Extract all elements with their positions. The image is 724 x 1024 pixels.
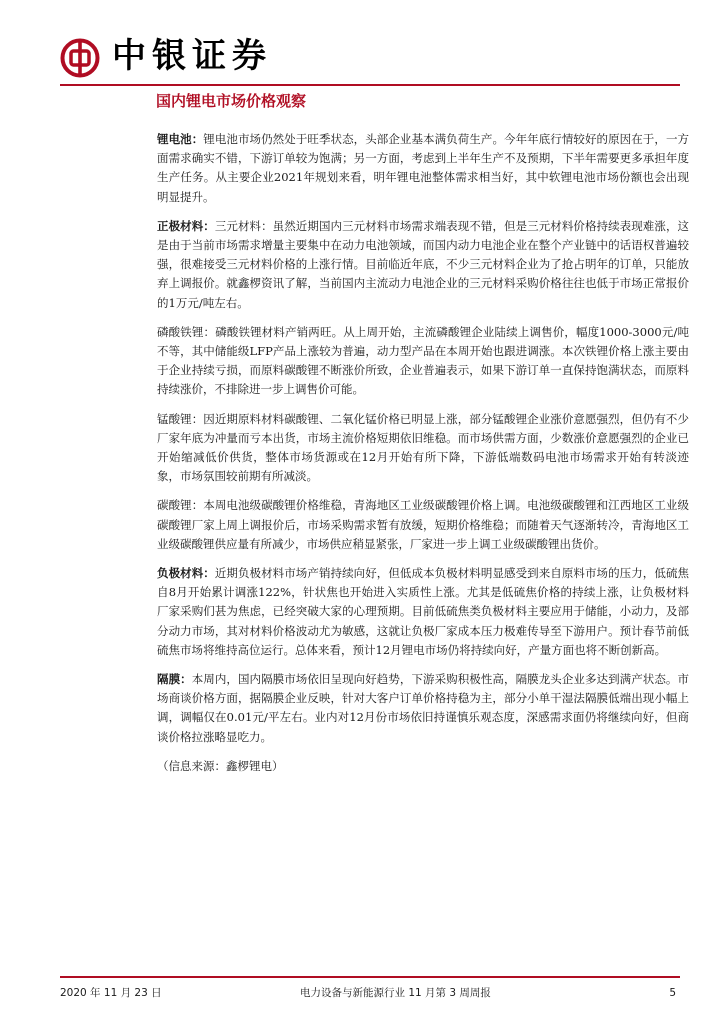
paragraph-anode bbox=[157, 564, 689, 660]
paragraph-separator bbox=[157, 670, 689, 747]
paragraph-lead: 负极材料： bbox=[157, 566, 215, 581]
footer-report-title: 电力设备与新能源行业 11 月第 3 周周报 bbox=[300, 987, 491, 999]
paragraph-text: 锂电池市场仍然处于旺季状态，头部企业基本满负荷生产。今年年底行情较好的原因在于，一方面需求确实不错，下游订单较为饱满；另一方面，考虑到上半年生产不及预期，下半年需要更多承担年度生产任务。从主要企业2021年规划来看，明年锂电池整体需求相当好，其中软锂电池市场份额也会出现明显提升。 bbox=[157, 132, 690, 204]
page-header bbox=[60, 30, 680, 82]
footer-divider bbox=[60, 976, 680, 978]
paragraph-lithium-carbonate bbox=[157, 496, 689, 554]
page-footer bbox=[60, 984, 680, 1002]
section-title: 国内锂电市场价格观察 bbox=[156, 92, 307, 110]
header-divider bbox=[60, 84, 680, 86]
paragraph-lead: 正极材料： bbox=[157, 218, 215, 233]
paragraph-cathode bbox=[157, 217, 689, 313]
paragraph-lead: 锂电池： bbox=[157, 132, 204, 146]
paragraph-lfp bbox=[157, 323, 689, 400]
paragraph-text: 磷酸铁锂：磷酸铁锂材料产销两旺。从上周开始，主流磷酸锂企业陆续上调售价，幅度1000-3000元/吨不等，其中储能级LFP产品上涨较为普遍，动力型产品在本周开始也跟进调涨。本次铁锂价格上涨主要由于企业持续亏损，而原料碳酸锂不断涨价所致，企业普遍表示，如果下游订单一直保持饱满状态，而原料持续涨价，不排除进一步上调售价可能。 bbox=[157, 324, 689, 397]
paragraph-text: 近期负极材料市场产销持续向好，但低成本负极材料明显感受到来自原料市场的压力，低硫焦自8月开始累计调涨122%，针状焦也开始进入实质性上涨。尤其是低硫焦价格的持续上涨，让负极材料厂家采购们甚为焦虑，已经突破大家的心理预期。目前低硫焦类负极材料主要应用于储能，小动力，及部分动力市场，其对材料价格波动尤为敏感，这就让负极厂家成本压力极难传导至下游用户。预计春节前低硫焦市场将维持高位运行。总体来看，预计12月锂电市场仍将持续向好，产量方面也将不断创新高。 bbox=[157, 566, 690, 657]
paragraph-battery bbox=[157, 130, 689, 207]
paragraph-text: 本周内，国内隔膜市场依旧呈现向好趋势，下游采购积极性高，隔膜龙头企业多达到满产状态。市场商谈价格方面，据隔膜企业反映，针对大客户订单价格持稳为主，部分小单干湿法隔膜低端出现小幅上调，调幅仅在0.01元/平左右。业内对12月份市场依旧持谨慎乐观态度，深感需求面仍将继续向好，但商谈价格拉涨略显吃力。 bbox=[157, 672, 689, 744]
paragraph-text: 碳酸锂：本周电池级碳酸锂价格维稳，青海地区工业级碳酸锂价格上调。电池级碳酸锂和江西地区工业级碳酸锂厂家上周上调报价后，市场采购需求暂有放缓，短期价格维稳；而随着天气逐渐转冷，青海地区工业级碳酸锂供应量有所减少，市场供应稍显紧张，厂家进一步上调工业级碳酸锂出货价。 bbox=[157, 498, 689, 551]
paragraph-text: 锰酸锂：因近期原料材料碳酸锂、二氧化锰价格已明显上涨，部分锰酸锂企业涨价意愿强烈，但仍有不少厂家年底为冲量而亏本出货，市场主流价格短期依旧维稳。而市场供需方面，少数涨价意愿强烈的企业已开始缩减低价供货，整体市场货源或在12月开始有所下降，下游低端数码电池市场需求开始有转淡迹象，市场氛围较前期有所减淡。 bbox=[157, 411, 689, 484]
bank-of-china-logo-icon bbox=[60, 38, 100, 78]
company-logo-text: 中银证券 bbox=[112, 36, 272, 76]
page-number: 5 bbox=[669, 987, 676, 999]
article-body bbox=[157, 130, 689, 786]
source-note: （信息来源：鑫椤锂电） bbox=[157, 758, 284, 773]
paragraph-lmo bbox=[157, 410, 689, 487]
paragraph-text: 三元材料：虽然近期国内三元材料市场需求端表现不错，但是三元材料价格持续表现难涨，这是由于当前市场需求增量主要集中在动力电池领域，而国内动力电池企业在整个产业链中的话语权普遍较强，很难接受三元材料价格的上涨行情。目前临近年底，不少三元材料企业为了抢占明年的订单，只能放弃上调报价。就鑫椤资讯了解，当前国内主流动力电池企业的三元材料采购价格往往也低于市场正常报价的1万元/吨左右。 bbox=[157, 218, 690, 310]
footer-date: 2020 年 11 月 23 日 bbox=[60, 987, 162, 999]
paragraph-lead: 隔膜： bbox=[157, 672, 192, 687]
